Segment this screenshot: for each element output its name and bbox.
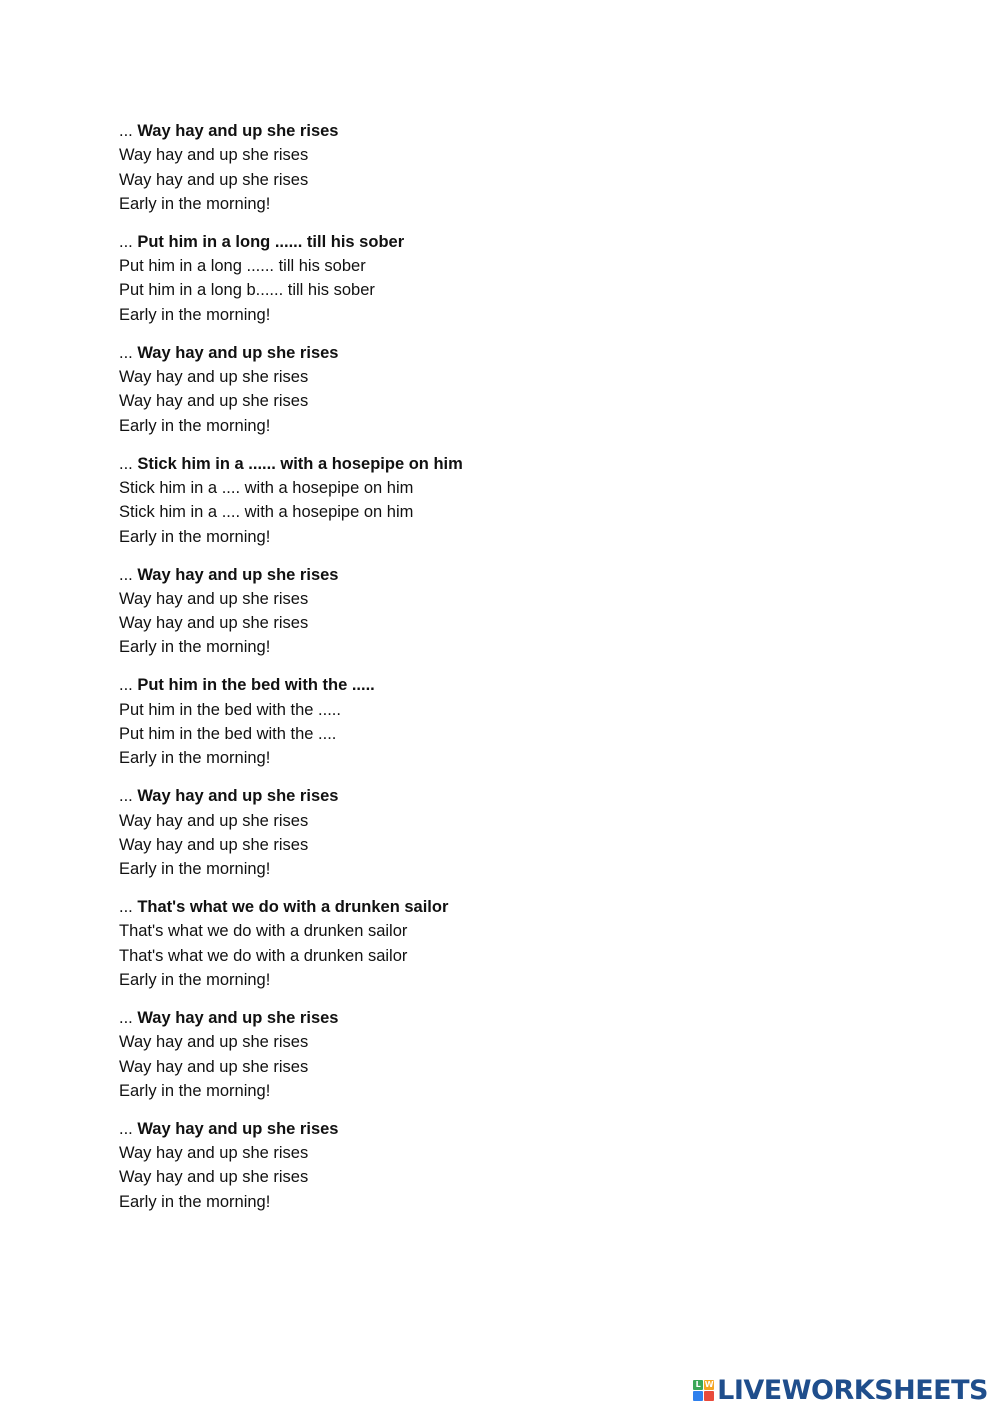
stanza-lead-line: [119, 563, 819, 587]
stanza-lead-line: [119, 784, 819, 808]
lyric-line: Early in the morning!: [119, 305, 271, 324]
lyrics-stanza: [119, 673, 819, 770]
lyric-line: Way hay and up she rises: [119, 1033, 309, 1052]
lyrics-stanza: [119, 1006, 819, 1103]
lead-text: Way hay and up she rises: [137, 1009, 339, 1027]
lead-text: Way hay and up she rises: [137, 787, 339, 806]
stanza-lead-line: [119, 895, 819, 919]
lead-text: That's what we do with a drunken sailor: [137, 898, 449, 917]
stanza-lead-line: [119, 673, 819, 697]
logo-tile: [704, 1391, 714, 1401]
lyrics-stanza: [119, 784, 819, 881]
lyric-line: Early in the morning!: [119, 194, 271, 213]
logo-wordmark: LIVEWORKSHEETS: [717, 1374, 988, 1406]
stanza-lead-line: [119, 452, 819, 476]
lyrics-stanza: [119, 452, 819, 549]
lyric-line: Early in the morning!: [119, 638, 271, 657]
stanza-lead-line: [119, 341, 819, 365]
lyric-line: Stick him in a .... with a hosepipe on him: [119, 503, 414, 522]
lyric-line: Put him in a long b...... till his sober: [119, 281, 375, 300]
lyric-line: That's what we do with a drunken sailor: [119, 922, 408, 941]
logo-tile: L: [693, 1380, 703, 1390]
lyric-line: Early in the morning!: [119, 749, 271, 768]
lyric-line: Way hay and up she rises: [119, 589, 309, 608]
lyric-line: Early in the morning!: [119, 1192, 271, 1211]
lyric-line: Put him in a long ...... till his sober: [119, 257, 366, 276]
lyrics-stanza: [119, 1117, 819, 1214]
lead-ellipsis: ...: [119, 787, 138, 806]
lead-text: Stick him in a ...... with a hosepipe on him: [137, 454, 463, 473]
lead-ellipsis: ...: [119, 232, 138, 251]
lyric-line: Early in the morning!: [119, 416, 271, 435]
lyrics-stanza: [119, 895, 819, 992]
lyric-line: Way hay and up she rises: [119, 392, 309, 411]
lyrics-stanza: [119, 341, 819, 438]
lead-text: Way hay and up she rises: [137, 565, 339, 584]
logo-tile: W: [704, 1379, 714, 1389]
lyric-line: Way hay and up she rises: [119, 835, 309, 854]
song-lyrics: [119, 119, 819, 1228]
lead-ellipsis: ...: [119, 122, 138, 140]
lead-ellipsis: ...: [119, 1119, 138, 1138]
lyric-line: Way hay and up she rises: [119, 811, 309, 830]
lead-ellipsis: ...: [119, 454, 138, 473]
lyric-line: Put him in the bed with the ....: [119, 724, 337, 743]
lyric-line: Way hay and up she rises: [119, 1144, 309, 1163]
logo-tile: [693, 1391, 703, 1401]
lyric-line: That's what we do with a drunken sailor: [119, 946, 408, 965]
lyric-line: Way hay and up she rises: [119, 170, 309, 189]
lyric-line: Early in the morning!: [119, 860, 271, 879]
lyric-line: Way hay and up she rises: [119, 1168, 309, 1187]
lyric-line: Early in the morning!: [119, 1081, 271, 1100]
stanza-lead-line: [119, 1006, 819, 1030]
lyrics-stanza: [119, 119, 819, 216]
lead-text: Way hay and up she rises: [137, 122, 339, 140]
liveworksheets-logo-icon: [693, 1380, 714, 1401]
lyrics-stanza: [119, 563, 819, 660]
lead-text: Put him in a long ...... till his sober: [137, 232, 405, 251]
lyric-line: Put him in the bed with the .....: [119, 700, 341, 719]
lead-ellipsis: ...: [119, 898, 138, 917]
lead-text: Way hay and up she rises: [137, 1119, 339, 1138]
stanza-lead-line: [119, 230, 819, 254]
liveworksheets-logo: [693, 1375, 988, 1405]
lead-ellipsis: ...: [119, 676, 138, 695]
lead-ellipsis: ...: [119, 1009, 138, 1027]
lead-ellipsis: ...: [119, 565, 138, 584]
lyric-line: Way hay and up she rises: [119, 146, 309, 165]
lyric-line: Way hay and up she rises: [119, 368, 309, 387]
lead-ellipsis: ...: [119, 343, 138, 362]
lyrics-stanza: [119, 230, 819, 327]
lead-text: Put him in the bed with the .....: [137, 676, 375, 695]
lyric-line: Way hay and up she rises: [119, 1057, 309, 1076]
lyric-line: Early in the morning!: [119, 971, 271, 990]
lyric-line: Stick him in a .... with a hosepipe on him: [119, 478, 414, 497]
lyric-line: Way hay and up she rises: [119, 614, 309, 633]
stanza-lead-line: [119, 1117, 819, 1141]
lead-text: Way hay and up she rises: [137, 343, 339, 362]
stanza-lead-line: [119, 119, 819, 143]
lyric-line: Early in the morning!: [119, 527, 271, 546]
